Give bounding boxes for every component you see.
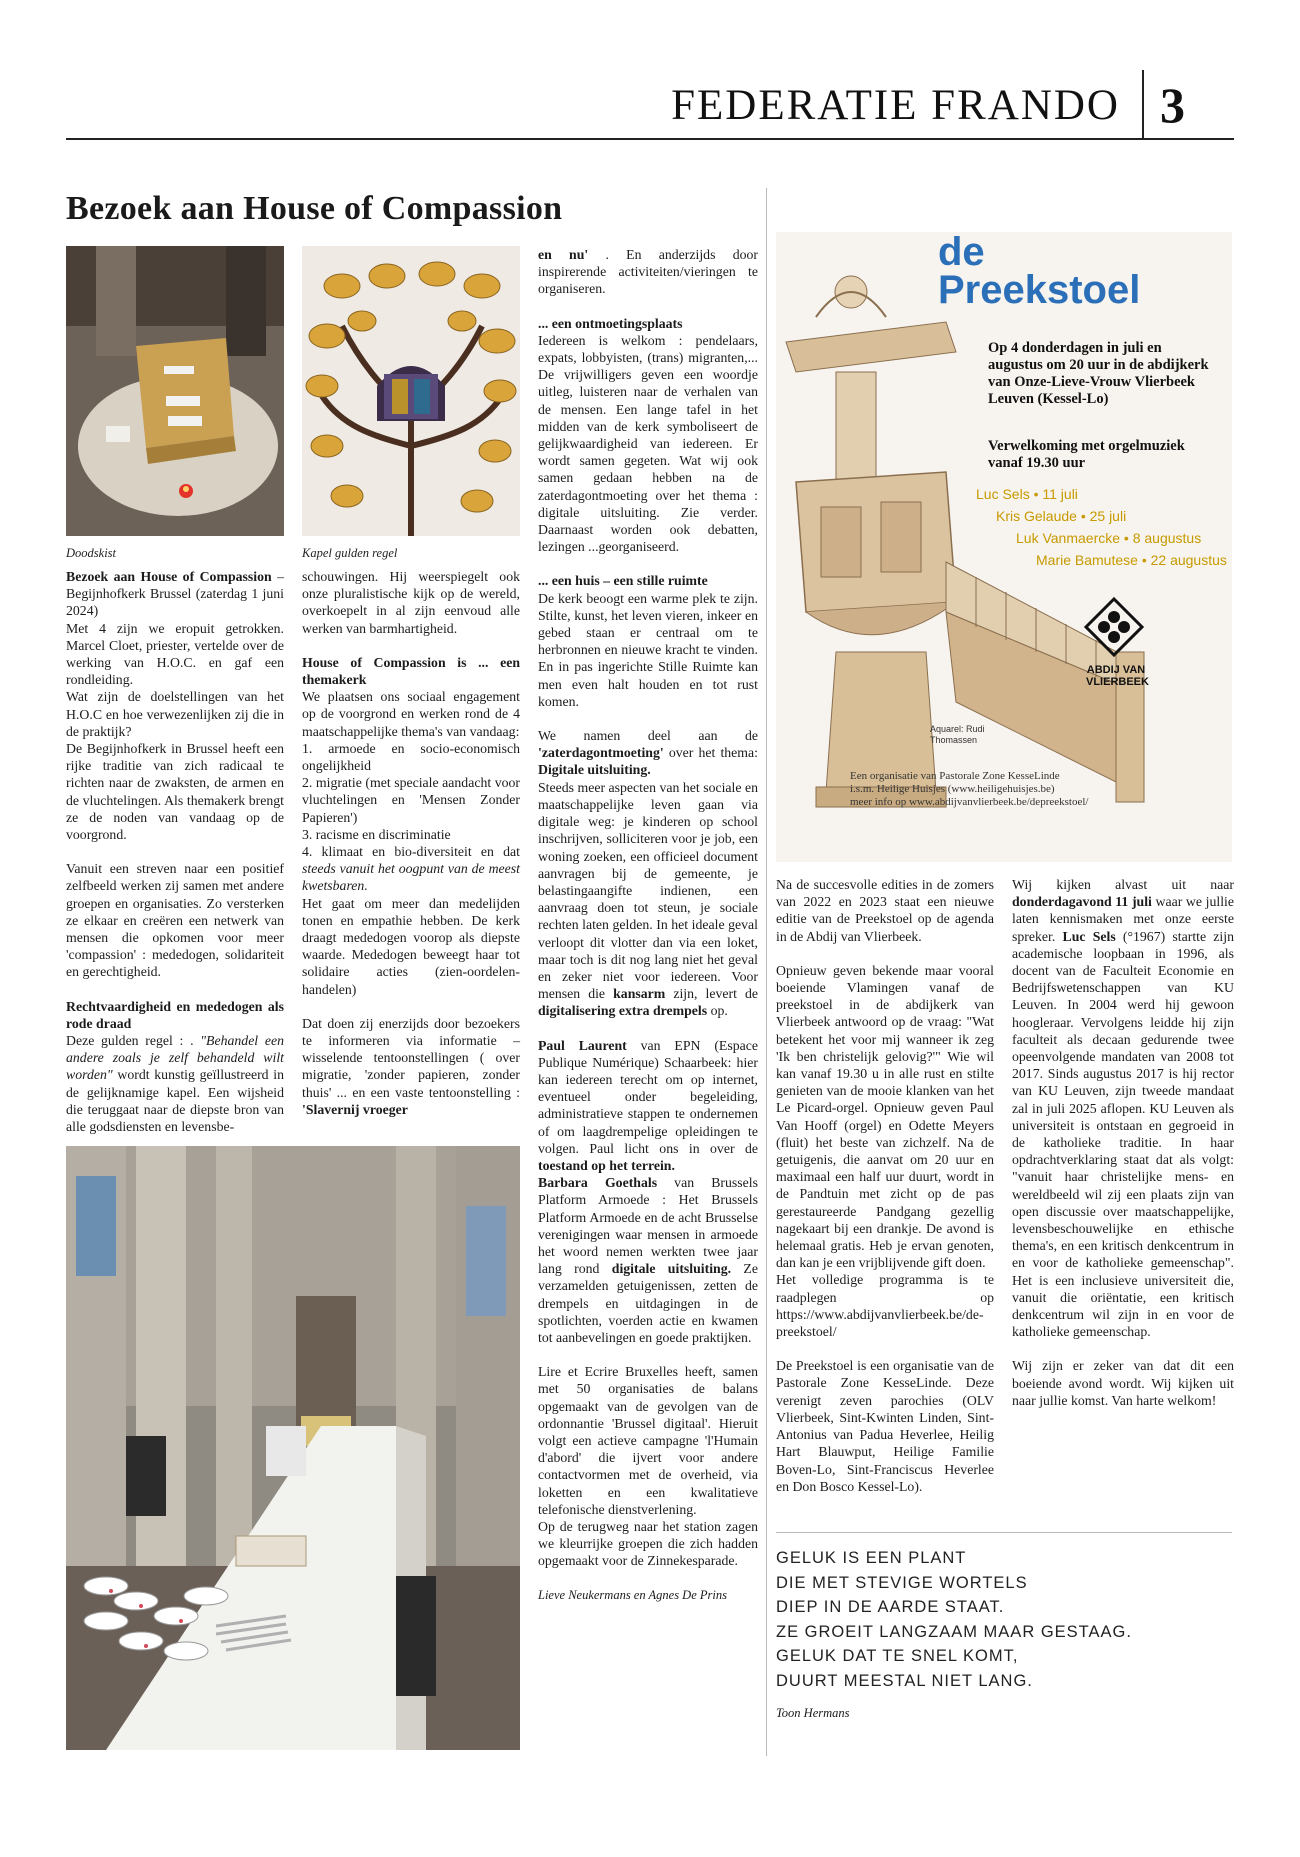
- paragraph: Met 4 zijn we eropuit getrokken. Marcel Cloet, priester, vertelde over de werking van H.O.C. en gaf een rondleiding.: [66, 620, 284, 688]
- list-item: 1. armoede en socio-economisch ongelijkheid: [302, 740, 520, 774]
- highlight: digitale uitsluiting.: [611, 1261, 732, 1277]
- paragraph: We plaatsen ons sociaal engagement op de voorgrond en werken rond de 4 maatschappelijke thema's van vandaag:: [302, 689, 520, 739]
- paragraph: Lire et Ecrire Bruxelles heeft, samen met 50 organisaties de balans opgemaakt van de gevolgen van de ordonnantie 'Brussel digitaal'. Hieruit volgt een actieve campagne 'l'Humain d'abord' die ijvert voor andere contactvormen met de overheid, via loketten en een kwalitatieve telefonische dienstverlening.: [538, 1364, 758, 1517]
- poster-date: Kris Gelaude • 25 juli: [996, 508, 1127, 524]
- exhibition-title-cont: en nu': [538, 247, 589, 262]
- paragraph: Steeds meer aspecten van het sociale en maatschappelijke leven gaan via digitale weg: je kinderen op school inschrijven, solliciteren voor je job, een woning zoeken, een officieel document aanvragen bij de gemeente, je belastingaangifte indienen, een aanvraag doen tot steun, je sociale rechten laten gelden. In het ideale geval verloopt dit vlotter dan via een loket, maar toch is dit nog lang niet het geval en zeker niet voor iedereen. Voor mensen die: [538, 779, 758, 1002]
- church-interior-image: [66, 1146, 520, 1750]
- poster-aquarel-credit: Aquarel: Rudi Thomassen: [930, 724, 985, 745]
- article-column-2: [302, 568, 520, 1118]
- logo-line: VLIERBEEK: [1086, 676, 1149, 688]
- paragraph: De kerk beoogt een warme plek te zijn. Stilte, kunst, het leven vieren, inkeer en gebed staan er centraal om te herbronnen en nieuwe kracht te vinden. En in pas ingerichte Stille Ruimte kan men even halt houden en tot rust komen.: [538, 590, 758, 709]
- chapel-image: [302, 246, 520, 536]
- event-title: Bezoek aan House of Compassion: [66, 569, 272, 584]
- photo-chapel: [302, 246, 520, 536]
- paragraph: van EPN (Espace Publique Numérique) Schaarbeek: hier kan iedereen terecht om op internet, eventueel onder begeleiding, administratieve stappen te ondernemen of om laagdrempelige opleidingen te volgen. Paul licht ons in over de: [538, 1037, 758, 1156]
- paragraph: Dat doen zij enerzijds door bezoekers te informeren via informatie –wisselende tentoonstellingen ( over migratie, 'zonder papieren, zonder thuis' ... en een vaste tentoonstelling :: [302, 1015, 520, 1100]
- paragraph: Op de terugweg naar het station zagen we kleurrijke groepen die zich hadden opgemaakt voor de Zinnekesparade.: [538, 1519, 758, 1569]
- poster-welcome: Verwelkoming met orgelmuziek vanaf 19.30 uur: [988, 438, 1185, 471]
- highlight: donderdagavond 11 juli: [1012, 894, 1152, 910]
- program-link: Het volledige programma is te raadplegen op https://www.abdijvanvlierbeek.be/de-preekstoel/: [776, 1272, 994, 1340]
- article-column-1: [66, 568, 284, 1135]
- poem-line: ZE GROEIT LANGZAAM MAAR GESTAAG.: [776, 1622, 1132, 1641]
- poem-line: GELUK DAT TE SNEL KOMT,: [776, 1647, 1019, 1666]
- page-number: 3: [1160, 77, 1185, 133]
- poster-date: Marie Bamutese • 22 augustus: [1036, 552, 1227, 568]
- poster-title-de: de: [938, 232, 985, 274]
- highlight: kansarm: [613, 986, 666, 1002]
- paragraph: over het thema:: [663, 745, 758, 761]
- paragraph: Iedereen is welkom : pendelaars, expats, lobbyisten, (trans) migranten,... De vrijwilligers geven een woordje uitleg, luisteren naar de verhalen van de mensen. Een lange tafel in het midden van de kerk symboliseert de gelijkwaardigheid van iedereen. Er wordt samen gegeten. Wat wij ook samen gedaan hebben na de zaterdagontmoeting over het thema : digitale uitsluiting. Zie verder. Daarnaast worden ook debatten, lezingen ...georganiseerd.: [538, 332, 758, 555]
- paragraph: Wij kijken alvast uit naar: [1012, 877, 1234, 892]
- preekstoel-column-2: [1012, 876, 1234, 1426]
- subheading: ... een ontmoetingsplaats: [538, 315, 683, 331]
- poem-author: Toon Hermans: [776, 1706, 850, 1720]
- article-column-3: [538, 246, 758, 1621]
- paragraph: zijn, levert de: [665, 986, 758, 1002]
- paragraph: (°1967) startte zijn academische loopbaan in 1996, als docent van de Faculteit Economie en Bedrijfswetenschappen van KU Leuven. In 2004 werd hij gewoon hoogleraar. Vervolgens leidde hij zijn faculteit als decaan gedurende twee opeenvolgende mandaten van 2008 tot 2017. Sinds augustus 2017 is hij rector van KU Leuven, zijn tweede mandaat zal in juli 2025 aflopen. KU Leuven als universiteit is ontstaan en gegroeid in de katholieke traditie. In haar opdrachtverklaring staat dat als volgt: "vanuit haar christelijke mens- en wereldbeeld wil zij een plaats zijn van open discussie over maatschappelijke, levensbeschouwelijke en ethische thema's, en een kritisch denkcentrum in en voor de katholieke gemeenschap". Het is een inclusieve universiteit die, vanuit die oriëntatie, een kritisch denkcentrum wil zijn in en voor de katholieke gemeenschap.: [1012, 928, 1234, 1340]
- poster-date: Luk Vanmaercke • 8 augustus: [1016, 530, 1202, 546]
- coffin-image: [66, 246, 284, 536]
- poem-line: DIE MET STEVIGE WORTELS: [776, 1573, 1028, 1592]
- poster-info: Op 4 donderdagen in juli en augustus om 20 uur in de abdijkerk van Onze-Lieve-Vrouw Vlierbeek Leuven (Kessel-Lo): [988, 340, 1209, 407]
- photo-coffin: [66, 246, 284, 536]
- preekstoel-poster: [776, 232, 1232, 862]
- paragraph: Wat zijn de doelstellingen van het H.O.C en hoe verwezenlijken zij die in de praktijk?: [66, 689, 284, 739]
- subheading: ... een huis – een stille ruimte: [538, 573, 708, 589]
- highlight: toestand op het terrein.: [538, 1157, 675, 1173]
- subheading: House of Compassion is ... een themakerk: [302, 654, 520, 688]
- list-item: 2. migratie (met speciale aandacht voor vluchtelingen en 'Mensen Zonder Papieren'): [302, 775, 520, 825]
- paragraph: Opnieuw geven bekende maar vooral boeiende Vlamingen vanaf de preekstoel in de abdijkerk van Vlierbeek antwoord op de vraag: "Wat betekent het voor mij wanneer ik zeg 'Ik ben christelijk gelovig?'" Wie wil kan vanaf 19.30 u in alle rust en stilte genieten van de mooie klanken van het Le Picard-orgel. Opnieuw geven Paul Van Hooff (orgel) en Odette Meyers (fluit) het beste van zichzelf. Na de getuigenis, die aanvat om 20 uur en maximaal een half uur duurt, wordt in de Pandtuin met zicht op de pas gerestaureerde Pandgang gezellig nagekaart bij een drankje. De avond is helemaal gratis. Heb je ervan genoten, dan kan je een vrijblijvende gift doen.: [776, 962, 994, 1271]
- footer-line: i.s.m. Heilige Huisjes (www.heiligehuisjes.be): [850, 783, 1055, 795]
- footer-line: meer info op www.abdijvanvlierbeek.be/depreekstoel/: [850, 796, 1089, 808]
- paragraph: van Brussels Platform Armoede : Het Brussels Platform Armoede en de acht Brusselse verenigingen waar mensen in armoede het woord nemen werkten twee jaar lang rond: [538, 1175, 758, 1277]
- highlight: Digitale uitsluiting.: [538, 762, 651, 778]
- poster-logo-text: [1086, 664, 1149, 688]
- subheading: Rechtvaardigheid en mededogen als rode draad: [66, 998, 284, 1031]
- paragraph: Na de succesvolle edities in de zomers van 2022 en 2023 staat een nieuwe editie van de Preekstoel op de agenda in de Abdij van Vlierbeek.: [776, 877, 994, 944]
- poem-line: GELUK IS EEN PLANT: [776, 1549, 967, 1567]
- event-details: – Begijnhofkerk Brussel (zaterdag 1 juni 2024): [66, 569, 284, 619]
- list-item: 3. racisme en discriminatie: [302, 826, 451, 842]
- speaker-name: Luc Sels: [1062, 928, 1116, 944]
- footer-line: Een organisatie van Pastorale Zone KesseLinde: [850, 770, 1060, 782]
- paragraph: waar we jullie laten kennismaken met onze eerste spreker.: [1012, 894, 1234, 944]
- list-item-emphasis: steeds vanuit het oogpunt van de meest kwetsbaren.: [302, 861, 520, 894]
- section-title: FEDERATIE FRANDO: [671, 82, 1120, 129]
- preekstoel-column-1: [776, 876, 994, 1512]
- highlight: digitalisering extra drempels: [538, 1003, 708, 1019]
- poster-footer: [850, 770, 1230, 809]
- paragraph: Vanuit een streven naar een positief zelfbeeld werken zij samen met andere groepen en organisaties. Zo versterken ze elkaar en creëren een netwerk van mensen die opkomen voor meer 'compassion' : mededogen, solidariteit en gerechtigheid.: [66, 861, 284, 980]
- poem-line: DIEP IN DE AARDE STAAT.: [776, 1598, 1005, 1617]
- golden-rule-quote: "Behandel een andere zoals je zelf behandeld wilt worden": [66, 1033, 284, 1083]
- paragraph: . En anderzijds door inspirerende activiteiten/vieringen te organiseren.: [538, 247, 758, 297]
- exhibition-title: 'Slavernij vroeger: [302, 1101, 408, 1117]
- column-divider: [766, 188, 767, 1756]
- caption-chapel: Kapel gulden regel: [302, 546, 398, 560]
- paragraph: wordt kunstig geïllustreerd in de gelijknamige kapel. Een wijsheid die teruggaat naar de diepste bron van alle godsdiensten en levensbe-: [66, 1067, 284, 1135]
- list-item: 4. klimaat en bio-diversiteit en dat: [302, 844, 520, 860]
- paragraph: De Begijnhofkerk in Brussel heeft een rijke traditie van zich radicaal te richten naar de zwaksten, de armen en de vluchtelingen. Als themakerk brengt ze de noden van vandaag op de voorgrond.: [66, 741, 284, 843]
- highlight: 'zaterdagontmoeting': [538, 745, 664, 761]
- paragraph: Wij zijn er zeker van dat dit een boeiende avond wordt. Wij kijken uit naar jullie komst. Van harte welkom!: [1012, 1358, 1234, 1408]
- article-headline: Bezoek aan House of Compassion: [66, 190, 563, 227]
- paragraph: We namen deel aan de: [538, 728, 758, 744]
- paragraph: schouwingen. Hij weerspiegelt ook onze pluralistische kijk op de wereld, overkoepelt in al zijn eenvoud alle werken van barmhartigheid.: [302, 569, 520, 636]
- paragraph: Deze gulden regel : .: [66, 1033, 201, 1049]
- poster-title: Preekstoel: [938, 268, 1141, 312]
- logo-line: ABDIJ VAN: [1086, 664, 1146, 676]
- caption-coffin: Doodskist: [66, 546, 116, 560]
- poster-date: Luc Sels • 11 juli: [976, 486, 1078, 502]
- photo-church-interior: [66, 1146, 520, 1750]
- poem-divider: [776, 1532, 1232, 1533]
- paragraph: Het gaat om meer dan medelijden tonen en empathie hebben. De kerk draagt mededogen voorop als diepste waarde. Mededogen beweegt haar tot solidaire acties (zien-oordelen-handelen): [302, 895, 520, 997]
- pulpit-illustration: [776, 232, 1232, 862]
- article-author: Lieve Neukermans en Agnes De Prins: [538, 1587, 727, 1602]
- paragraph: Ze verzamelden getuigenissen, zetten de drempels en uitdagingen in de spotlichten, voerden actie en kwamen tot aanbevelingen en goede praktijken.: [538, 1261, 758, 1345]
- paragraph: op.: [707, 1003, 728, 1019]
- header-rule: [66, 138, 1234, 140]
- speaker-name: Barbara Goethals: [538, 1175, 658, 1191]
- header-divider: [1142, 70, 1144, 140]
- paragraph: De Preekstoel is een organisatie van de Pastorale Zone KesseLinde. Deze verenigt zeven parochies (OLV Vlierbeek, Sint-Kwinten Linden, Sint-Antonius van Padua Heverlee, Heilig Hart Blauwput, Heilige Familie Boven-Lo, Sint-Franciscus Heverlee en Don Bosco Kessel-Lo).: [776, 1358, 994, 1494]
- poem-line: DUURT MEESTAL NIET LANG.: [776, 1671, 1033, 1690]
- speaker-name: Paul Laurent: [538, 1037, 627, 1053]
- poem: [776, 1546, 1236, 1694]
